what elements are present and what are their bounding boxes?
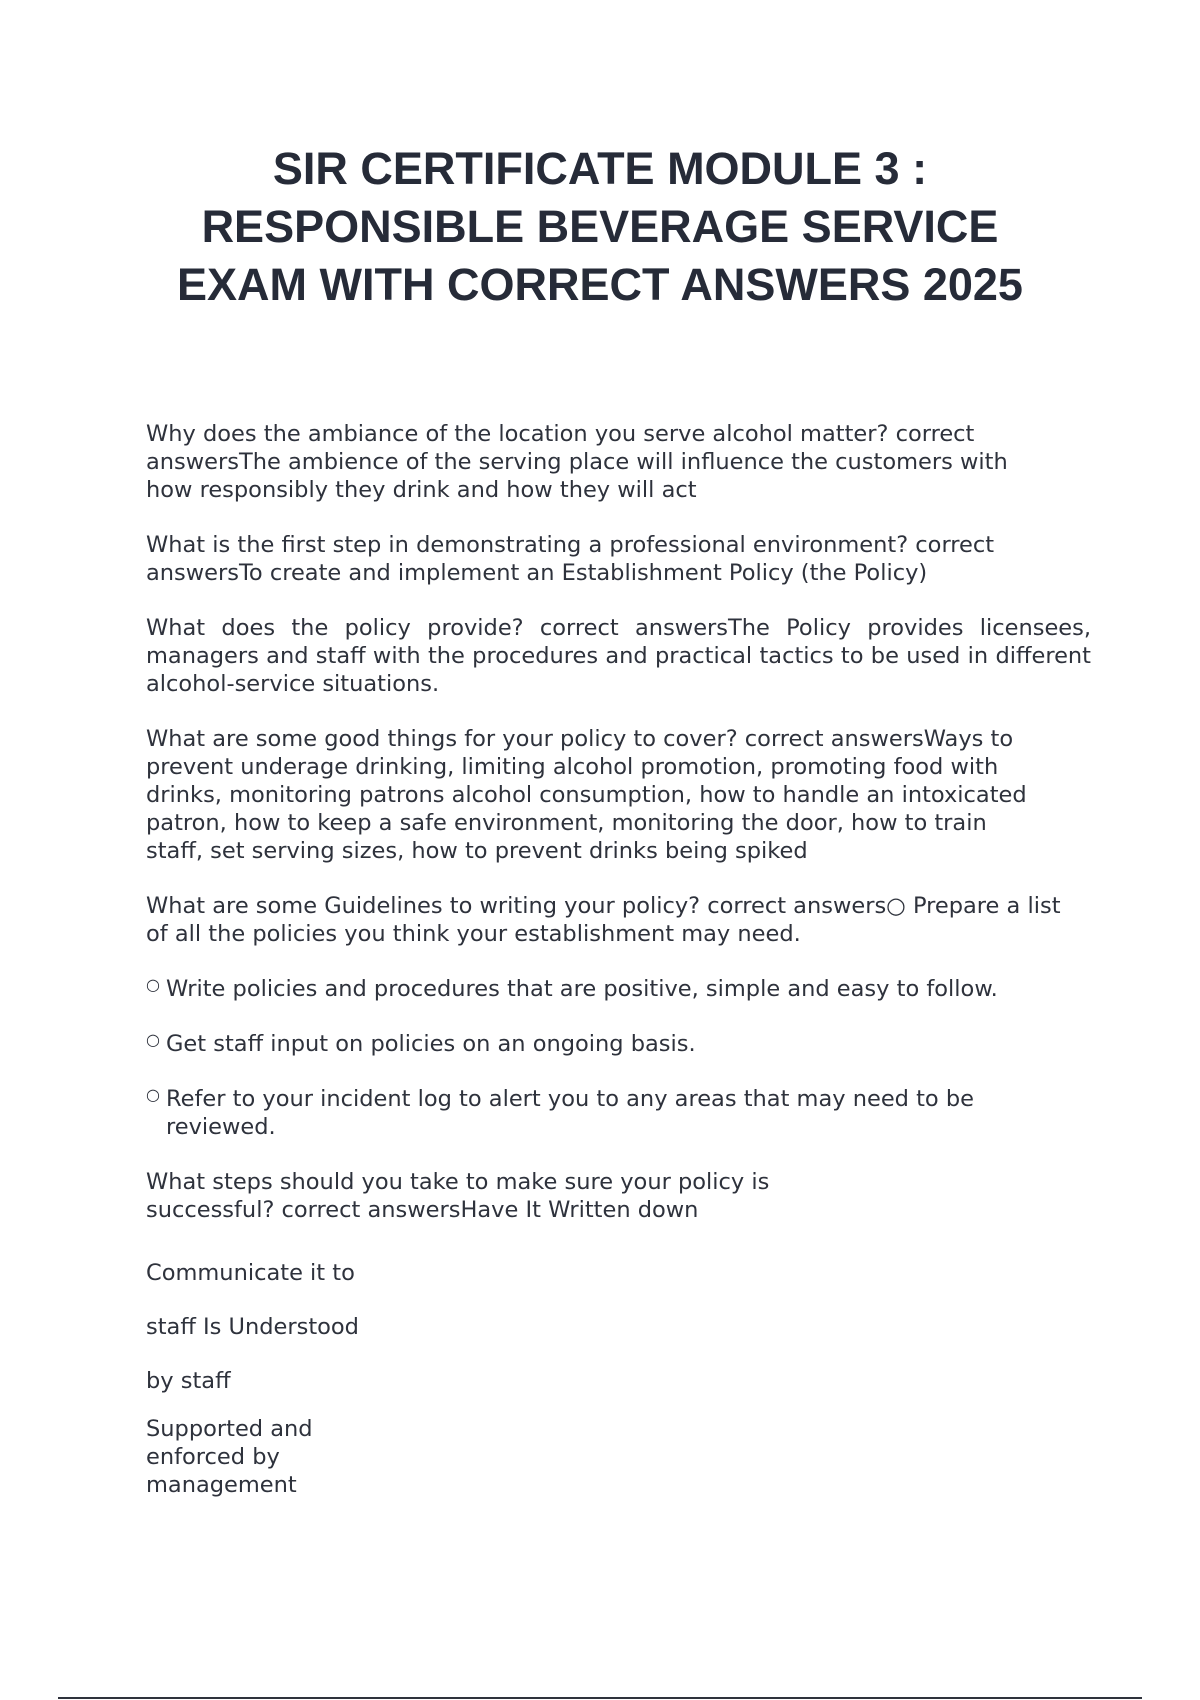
list-item	[146, 975, 1066, 1003]
circle-bullet-icon: ○	[146, 1030, 160, 1049]
answer-line: staff Is Understood	[146, 1314, 359, 1340]
answer-line: Supported and enforced by management	[146, 1416, 313, 1498]
circle-bullet-icon: ○	[146, 1085, 160, 1104]
bullet-text: Refer to your incident log to alert you to any areas that may need to be reviewed.	[166, 1086, 974, 1140]
list-item	[146, 1030, 1066, 1058]
list-item	[146, 1085, 1046, 1141]
answer-line: by staff	[146, 1368, 231, 1394]
title-line-3: EXAM WITH CORRECT ANSWERS 2025	[177, 259, 1023, 310]
qa-paragraph: Why does the ambiance of the location you serve alcohol matter? correct answersThe ambience of the serving place will influence the customers with how responsibly they drink and how they will act	[146, 421, 1008, 503]
footer-divider	[58, 1697, 1142, 1699]
qa-paragraph: What are some Guidelines to writing your policy? correct answers○ Prepare a list of all the policies you think your establishment may need.	[146, 893, 1061, 947]
qa-paragraph: What does the policy provide? correct answersThe Policy provides licensees, managers and staff with the procedures and practical tactics to be used in different alcohol-service situations.	[146, 615, 1091, 697]
document-body	[146, 420, 1091, 1525]
qa-paragraph: What is the first step in demonstrating a professional environment? correct answersTo create and implement an Establishment Policy (the Policy)	[146, 532, 995, 586]
qa-paragraph: What are some good things for your policy to cover? correct answersWays to prevent underage drinking, limiting alcohol promotion, promoting food with drinks, monitoring patrons alcohol consumption, how to handle an intoxicated patron, how to keep a safe environment, monitoring the door, how to train staff, set serving sizes, how to prevent drinks being spiked	[146, 726, 1027, 864]
bullet-text: Write policies and procedures that are positive, simple and easy to follow.	[166, 976, 998, 1002]
title-line-2: RESPONSIBLE BEVERAGE SERVICE	[201, 201, 999, 252]
qa-paragraph: What steps should you take to make sure your policy is successful? correct answersHave It Written down	[146, 1169, 770, 1223]
bullet-text: Get staff input on policies on an ongoing basis.	[166, 1031, 696, 1057]
answer-line: Communicate it to	[146, 1260, 355, 1286]
document-title	[100, 140, 1100, 314]
circle-bullet-icon: ○	[146, 975, 160, 994]
title-line-1: SIR CERTIFICATE MODULE 3 :	[272, 143, 928, 194]
